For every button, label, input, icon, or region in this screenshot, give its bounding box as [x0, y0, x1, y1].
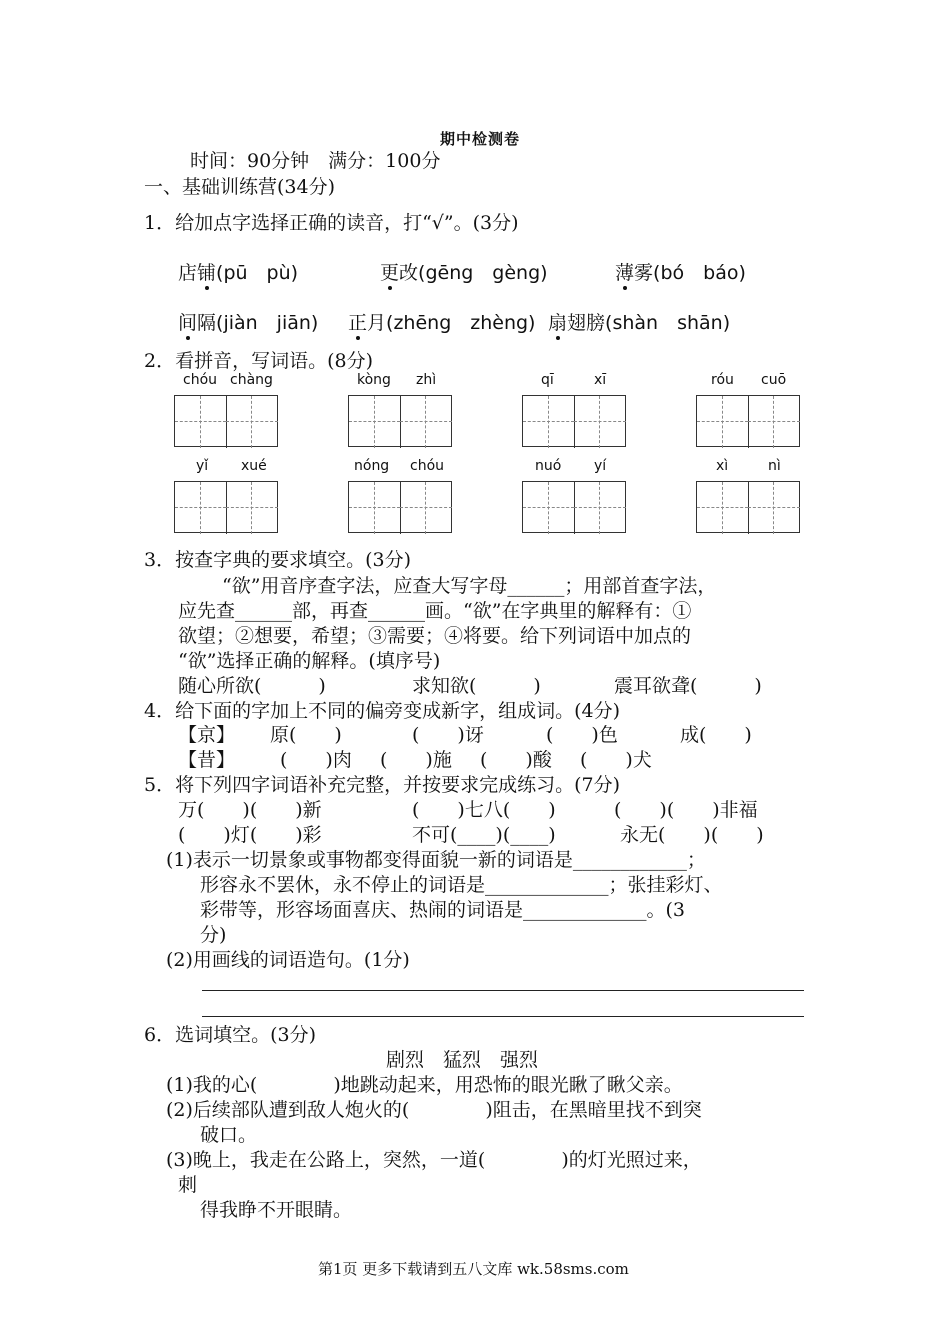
writing-grid[interactable]	[696, 481, 800, 533]
q2-pinyin: yǐ	[196, 458, 209, 474]
answer-line[interactable]	[202, 990, 804, 991]
q4-item: ( )肉	[280, 749, 352, 771]
writing-grid[interactable]	[348, 481, 452, 533]
q2-pinyin: zhì	[416, 372, 437, 388]
q3-line: 应先查______部，再查______画。“欲”在字典里的解释有：①	[178, 600, 692, 622]
writing-grid[interactable]	[522, 481, 626, 533]
q3-item: 求知欲( )	[412, 675, 541, 697]
q5-idiom: ( )七八( )	[412, 799, 556, 821]
q3-line: “欲”选择正确的解释。(填序号)	[178, 650, 441, 672]
writing-grid[interactable]	[174, 481, 278, 533]
writing-grid[interactable]	[348, 395, 452, 447]
q3-line: “欲”用音序查字法，应查大写字母______；用部首查字法，	[222, 575, 717, 597]
q4-item: 原( )	[270, 724, 342, 746]
q2-pinyin: xì	[716, 458, 729, 474]
q5-idiom: 永无( )( )	[620, 824, 764, 846]
q2-pinyin: qī	[541, 372, 554, 388]
q2-pinyin: xī	[594, 372, 607, 388]
section-title: 一、基础训练营(34分)	[144, 176, 336, 198]
q4-prompt: 4．给下面的字加上不同的偏旁变成新字，组成词。(4分)	[144, 700, 621, 722]
q1-item-3: 薄雾(bó báo)	[615, 262, 746, 284]
q5-prompt: 5．将下列四字词语补充完整，并按要求完成练习。(7分)	[144, 774, 621, 796]
time-info: 时间：90分钟 满分：100分	[190, 150, 441, 172]
q5-idiom: ( )灯( )彩	[178, 824, 322, 846]
footer-text: 第1页 更多下载请到五八文库 wk.58sms.com	[318, 1260, 629, 1278]
q2-pinyin: chóu	[410, 458, 445, 474]
q5-idiom: 万( )( )新	[178, 799, 322, 821]
q6-sentence: (3)晚上，我走在公路上，突然，一道( )的灯光照过来，	[166, 1149, 702, 1171]
q2-pinyin: chàng	[230, 372, 273, 388]
q2-pinyin: róu	[711, 372, 734, 388]
q1-item-2: 更改(gēng gèng)	[380, 262, 548, 284]
q1-prompt: 1．给加点字选择正确的读音，打“√”。(3分)	[144, 212, 519, 234]
answer-line[interactable]	[202, 1016, 804, 1017]
q2-pinyin: yí	[594, 458, 607, 474]
q2-prompt: 2．看拼音，写词语。(8分)	[144, 350, 374, 372]
q3-line: 欲望；②想要，希望；③需要；④将要。给下列词语中加点的	[178, 625, 692, 647]
page-title: 期中检测卷	[440, 130, 521, 148]
q4-item: 成( )	[680, 724, 752, 746]
q6-sentence: 破口。	[200, 1124, 258, 1146]
q4-item: ( )色	[546, 724, 618, 746]
q2-pinyin: nì	[768, 458, 781, 474]
writing-grid[interactable]	[174, 395, 278, 447]
q5-sub1: (1)表示一切景象或事物都变得面貌一新的词语是____________；	[166, 849, 706, 871]
q5-idiom: 不可(____)(____)	[412, 824, 556, 846]
q2-pinyin: chóu	[183, 372, 218, 388]
q6-choices: 剧烈 猛烈 强烈	[386, 1049, 539, 1071]
q5-sub2: (2)用画线的词语造句。(1分)	[166, 949, 410, 971]
q5-sub1: 分)	[200, 924, 227, 946]
q2-pinyin: cuō	[761, 372, 787, 388]
q3-item: 随心所欲( )	[178, 675, 326, 697]
q6-prompt: 6．选词填空。(3分)	[144, 1024, 317, 1046]
q6-sentence: 刺	[178, 1174, 198, 1196]
q1-item-6: 扇翅膀(shàn shān)	[548, 312, 731, 334]
q4-item: ( )施	[380, 749, 452, 771]
q2-pinyin: nóng	[354, 458, 390, 474]
q4-key: 【昔】	[178, 749, 236, 771]
q2-pinyin: nuó	[535, 458, 562, 474]
q5-idiom: ( )( )非福	[614, 799, 758, 821]
q1-item-5: 正月(zhēng zhèng)	[348, 312, 536, 334]
q4-key: 【京】	[178, 724, 236, 746]
q6-sentence: (2)后续部队遭到敌人炮火的( )阻击，在黑暗里找不到突	[166, 1099, 702, 1121]
q6-sentence: (1)我的心( )地跳动起来，用恐怖的眼光瞅了瞅父亲。	[166, 1074, 683, 1096]
q4-item: ( )酸	[480, 749, 552, 771]
writing-grid[interactable]	[696, 395, 800, 447]
q2-pinyin: xué	[241, 458, 267, 474]
q5-sub1: 彩带等，形容场面喜庆、热闹的词语是_____________。(3	[200, 899, 686, 921]
q6-sentence: 得我睁不开眼睛。	[200, 1199, 353, 1221]
q1-item-1: 店铺(pū pù)	[178, 262, 299, 284]
q1-item-4: 间隔(jiàn jiān)	[178, 312, 319, 334]
q4-item: ( )犬	[580, 749, 652, 771]
q3-prompt: 3．按查字典的要求填空。(3分)	[144, 549, 412, 571]
writing-grid[interactable]	[522, 395, 626, 447]
q3-item: 震耳欲聋( )	[614, 675, 762, 697]
q5-sub1: 形容永不罢休，永不停止的词语是_____________；张挂彩灯、	[200, 874, 723, 896]
q4-item: ( )讶	[412, 724, 484, 746]
q2-pinyin: kòng	[357, 372, 391, 388]
